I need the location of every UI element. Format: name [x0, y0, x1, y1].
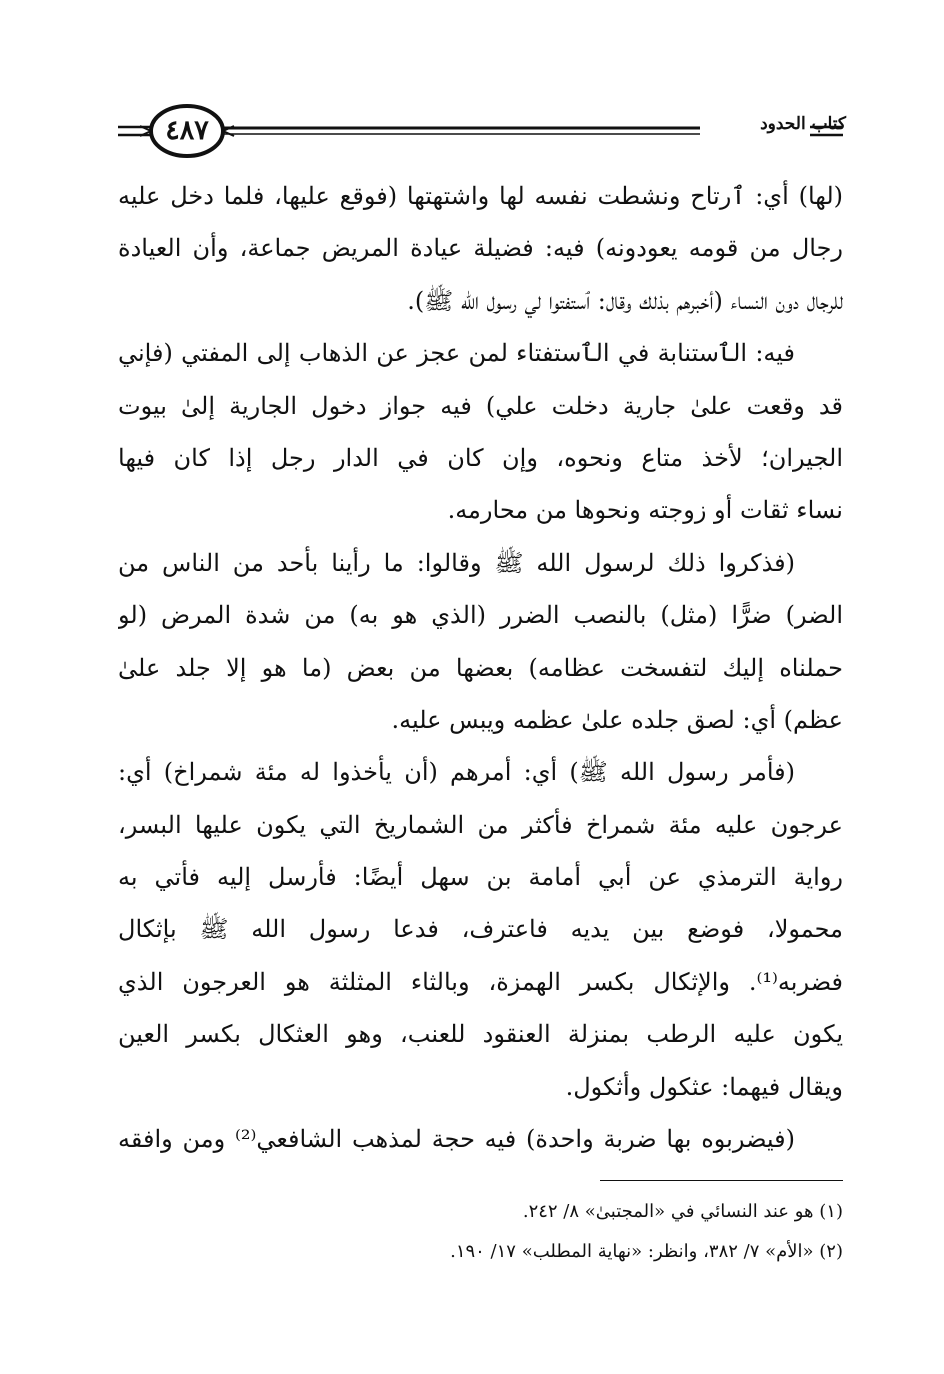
- text-line: للرجال دون النساء (أخبرهم بذلك وقال: ٱستفتوا لي رسول الله ﷺ).: [407, 286, 843, 315]
- text-line: عظم) أي: لصق جلده علىٰ عظمه ويبس عليه.: [391, 705, 843, 734]
- text-line: فضربه⁽¹⁾. والإثكال بكسر الهمزة، وبالثاء المثلثة هو العرجون الذي: [118, 967, 843, 996]
- text-line: (فأمر رسول الله ﷺ) أي: أمرهم (أن يأخذوا له مئة شمراخ) أي:: [118, 758, 795, 787]
- header-ornament: [0, 0, 944, 160]
- text-line: يكون عليه الرطب بمنزلة العنقود للعنب، وهو العثكال بكسر العين: [118, 1020, 843, 1049]
- running-title: كتاب الحدود: [760, 114, 846, 134]
- footnote-divider: [600, 1180, 843, 1181]
- text-line: عرجون عليه مئة شمراخ فأكثر من الشماريخ التي يكون عليها البسر،: [118, 810, 843, 839]
- page-header: [0, 0, 944, 160]
- text-line: رجال من قومه يعودونه) فيه: فضيلة عيادة المريض جماعة، وأن العيادة: [118, 234, 843, 263]
- page-number: ٤٨٧: [165, 115, 209, 146]
- text-line: (فذكروا ذلك لرسول الله ﷺ وقالوا: ما رأينا بأحد من الناس من: [118, 548, 796, 577]
- footnote: (١) هو عند النسائي في «المجتبىٰ» ٨/ ٢٤٢.: [522, 1201, 843, 1222]
- text-line: حملناه إليك لتفسخت عظامه) بعضها من بعض (ما هو إلا جلد علىٰ: [118, 653, 843, 682]
- text-line: رواية الترمذي عن أبي أمامة بن سهل أيضًا: فأرسل إليه فأتي به: [118, 863, 843, 892]
- text-line: قد وقعت علىٰ جارية دخلت علي) فيه جواز دخول الجارية إلىٰ بيوت: [118, 391, 843, 420]
- text-line: (لها) أي: ٱرتاح ونشطت نفسه لها واشتهتها (فوقع عليها، فلما دخل عليه: [118, 182, 843, 210]
- text-line: فيه: الٱستنابة في الٱستفتاء لمن عجز عن الذهاب إلى المفتي (فإني: [118, 339, 795, 368]
- footnotes: [200, 1192, 843, 1272]
- main-text: [118, 170, 843, 1165]
- text-line: محمولا، فوضع بين يديه فاعترف، فدعا رسول الله ﷺ بإثكال: [118, 915, 843, 944]
- text-line: الضر) ضرًّا (مثل) بالنصب الضرر (الذي هو به) من شدة المرض (لو: [118, 601, 843, 630]
- text-line: نساء ثقات أو زوجته ونحوها من محارمه.: [447, 496, 843, 525]
- footnote: (٢) «الأم» ٧/ ٣٨٢، وانظر: «نهاية المطلب» ١٧/ ١٩٠.: [450, 1241, 843, 1262]
- text-line: ويقال فيهما: عثكول وأثكول.: [565, 1072, 843, 1101]
- text-line: (فيضربوه بها ضربة واحدة) فيه حجة لمذهب الشافعي⁽²⁾ ومن وافقه: [118, 1125, 795, 1154]
- text-line: الجيران؛ لأخذ متاع ونحوه، وإن كان في الدار رجل إذا كان فيها: [118, 443, 843, 472]
